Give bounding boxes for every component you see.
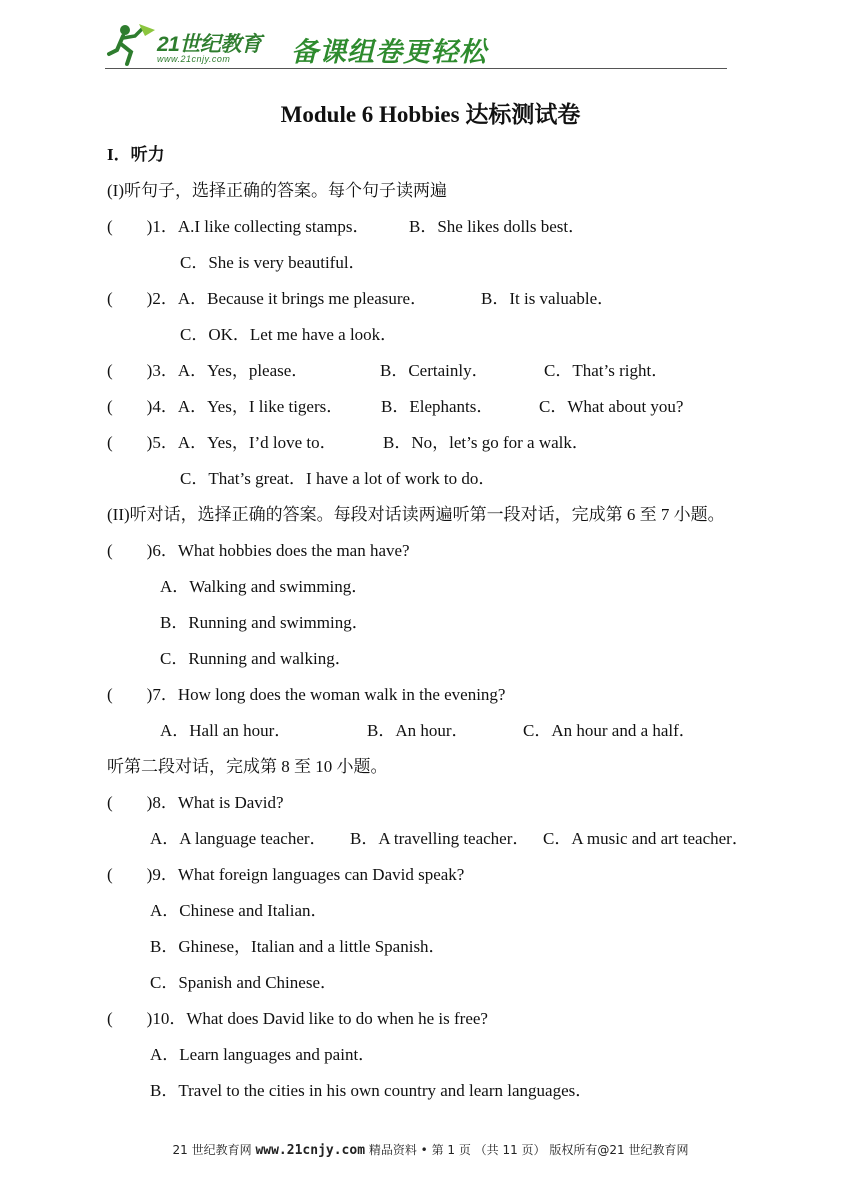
option-c: C．That’s great．I have a lot of work to do． [180,469,496,488]
option-row [160,720,696,742]
footer-url: www.21cnjy.com [255,1143,366,1158]
question-8: ( )8．What is David? [107,793,284,812]
question-2 [107,288,615,310]
option-b: B．She likes dolls best． [409,217,586,236]
question-3 [107,360,669,382]
question-7: ( )7．How long does the woman walk in the evening? [107,685,506,704]
option-b: B．Certainly． [380,361,489,380]
option-a: A．A language teacher． [150,829,327,848]
option-c: C．An hour and a half． [523,721,696,740]
part1-instruction: (I)听句子，选择正确的答案。每个句子读两遍 [107,181,447,200]
question-stem: ( )5．A．Yes，I’d love to． [107,433,337,452]
page-footer [0,1141,861,1158]
option-b: B．A travelling teacher． [350,829,530,848]
footer-site: 21 世纪教育网 [172,1143,252,1157]
question-1 [107,216,586,238]
option-b: B．Ghinese，Italian and a little Spanish． [150,937,446,956]
option-b: B．No，let’s go for a walk． [383,433,589,452]
logo-text: 21世纪教育 [157,33,262,56]
logo-url: www.21cnjy.com [157,54,231,64]
option-b: B．Elephants． [381,397,494,416]
section-heading: I．听力 [107,145,165,164]
page-header [105,22,727,70]
option-a: A．Chinese and Italian． [150,901,328,920]
option-b: B．Travel to the cities in his own country and learn languages． [150,1081,593,1100]
part2-instruction: (II)听对话，选择正确的答案。每段对话读两遍听第一段对话，完成第 6 至 7 小题。 [107,505,725,524]
question-5 [107,432,589,454]
footer-text: 精品资料 • 第 1 页 （共 11 页） 版权所有@21 世纪教育网 [368,1143,689,1157]
dialog2-instruction: 听第二段对话，完成第 8 至 10 小题。 [107,757,388,776]
question-10: ( )10．What does David like to do when he is free? [107,1009,488,1028]
option-c: C．That’s right． [544,361,669,380]
option-b: B．Running and swimming． [160,613,369,632]
option-c: C．OK．Let me have a look． [180,325,398,344]
option-a: A．Learn languages and paint． [150,1045,376,1064]
question-4 [107,396,684,418]
header-slogan: 备课组卷更轻松 [291,37,487,68]
question-stem: ( )2．A．Because it brings me pleasure． [107,289,428,308]
option-a: A．Walking and swimming． [160,577,369,596]
option-c: C．What about you? [539,397,684,416]
question-6: ( )6．What hobbies does the man have? [107,541,410,560]
page-title: Module 6 Hobbies 达标测试卷 [280,102,581,127]
question-stem: ( )3．A．Yes，please． [107,361,309,380]
option-b: B．It is valuable． [481,289,615,308]
option-c: C．Spanish and Chinese． [150,973,337,992]
question-stem: ( )4．A．Yes，I like tigers． [107,397,344,416]
runner-logo-icon [105,22,161,68]
header-divider [105,68,727,69]
question-stem: ( )1．A.I like collecting stamps． [107,217,370,236]
option-c: C．A music and art teacher． [543,829,749,848]
option-a: A．Hall an hour． [160,721,292,740]
question-9: ( )9．What foreign languages can David speak? [107,865,465,884]
option-b: B．An hour． [367,721,469,740]
option-c: C．She is very beautiful． [180,253,366,272]
option-c: C．Running and walking． [160,649,352,668]
option-row [150,828,749,850]
